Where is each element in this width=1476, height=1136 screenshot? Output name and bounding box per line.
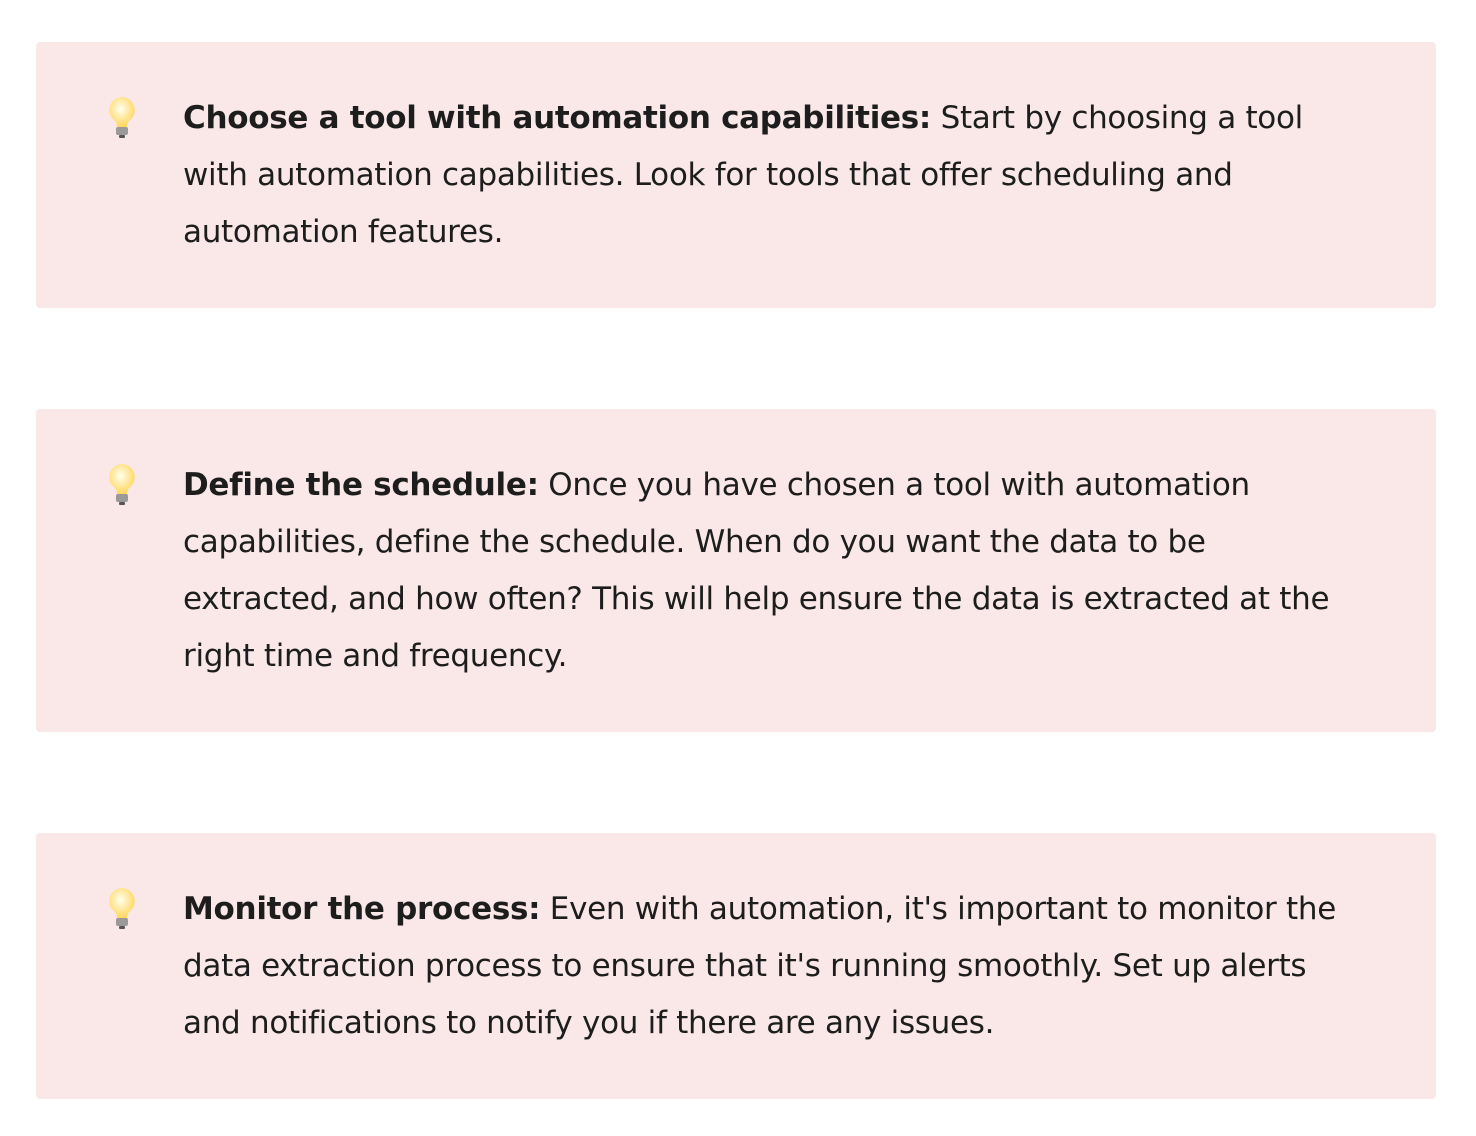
callout-2 xyxy=(36,409,1436,732)
lightbulb-icon xyxy=(104,461,140,507)
callout-body: Even with automation, it's important to monitor the data extraction process to ensure that it's running smoothly. Set up alerts and notifications to notify you if there are any issues. xyxy=(183,891,1336,1041)
lightbulb-icon xyxy=(104,885,140,931)
callout-title: Define the schedule: xyxy=(183,467,539,503)
callout-text xyxy=(183,90,1366,261)
callout-body: Start by choosing a tool with automation capabilities. Look for tools that offer scheduling and automation features. xyxy=(183,100,1303,250)
callout-body: Once you have chosen a tool with automation capabilities, define the schedule. When do you want the data to be extracted, and how often? This will help ensure the data is extracted at the right time and frequency. xyxy=(183,467,1330,674)
callout-1 xyxy=(36,42,1436,308)
callout-text xyxy=(183,881,1366,1052)
callout-title: Monitor the process: xyxy=(183,891,541,927)
callout-title: Choose a tool with automation capabilities: xyxy=(183,100,931,136)
callout-3 xyxy=(36,833,1436,1099)
lightbulb-icon xyxy=(104,94,140,140)
callout-text xyxy=(183,457,1366,685)
